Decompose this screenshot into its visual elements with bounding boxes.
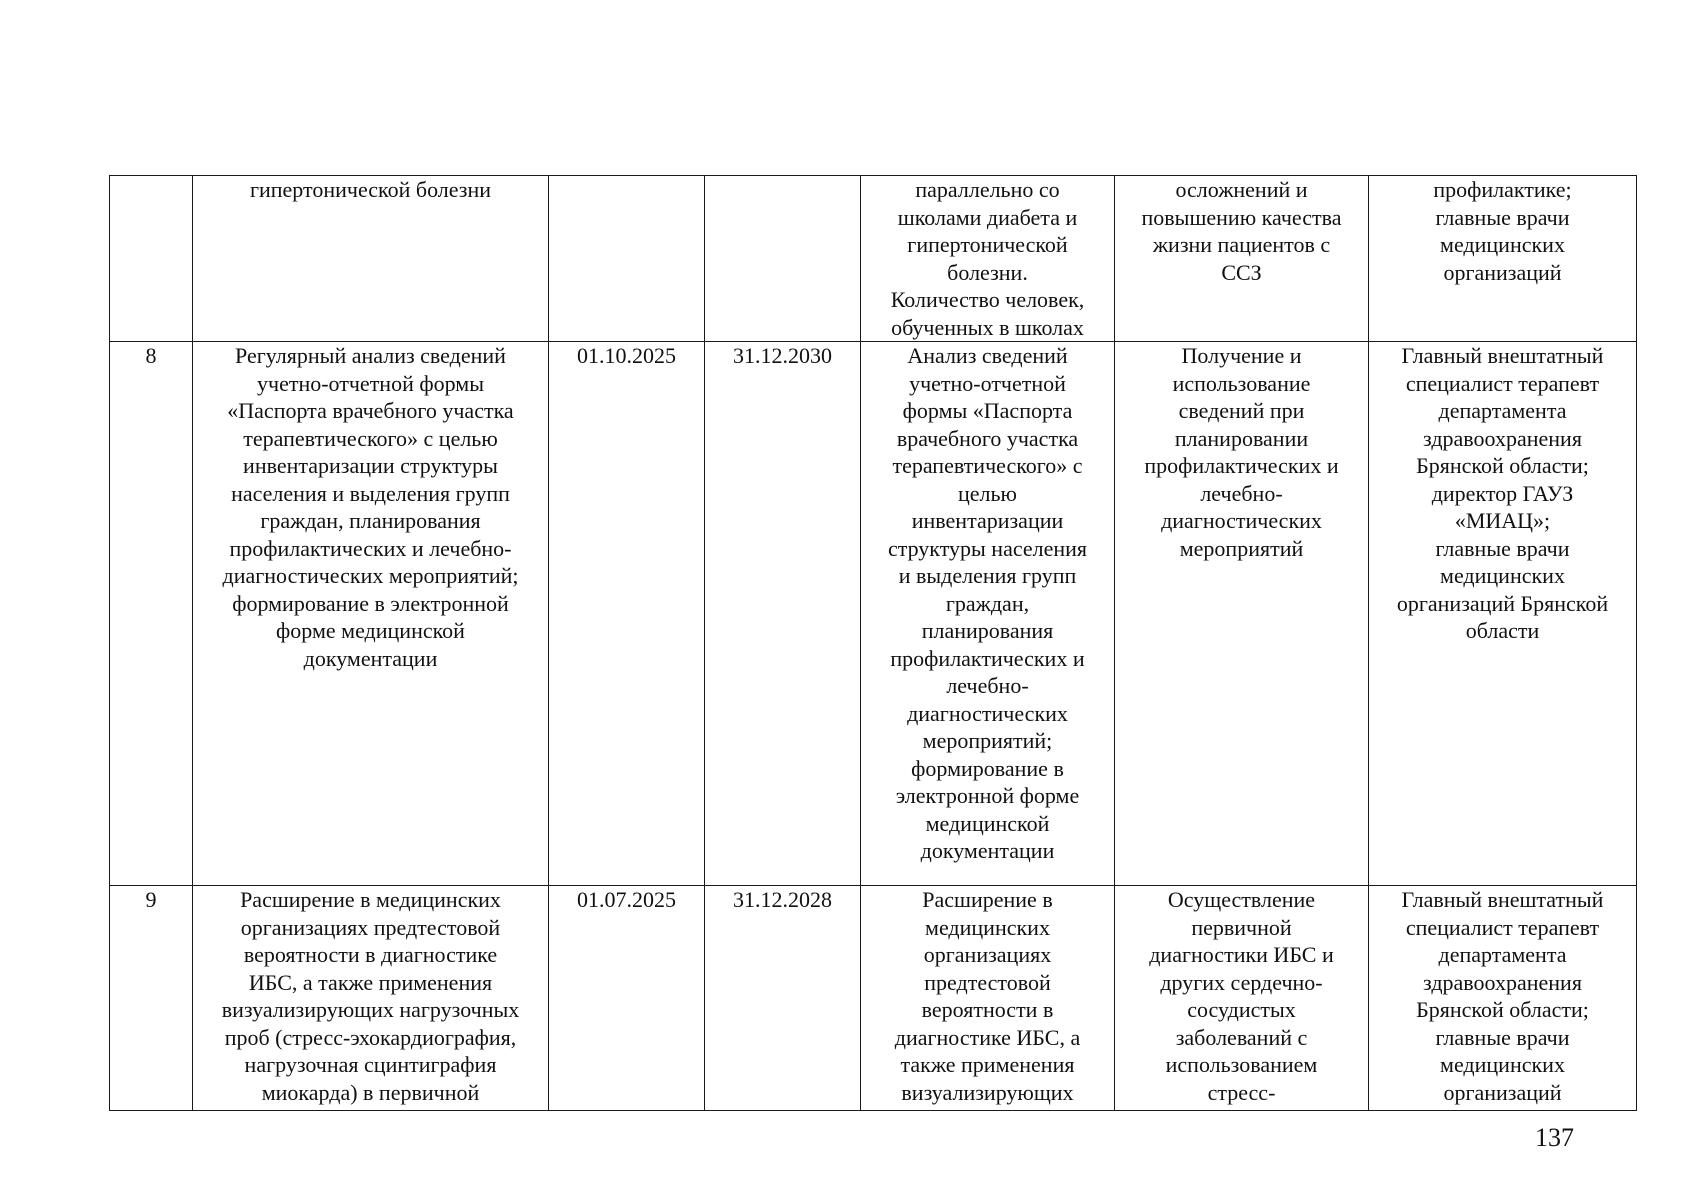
table-row <box>110 886 1637 1111</box>
row-number <box>110 176 193 342</box>
table-row <box>110 176 1637 342</box>
end-date-cell <box>705 176 861 342</box>
measures-table <box>109 175 1637 1111</box>
indicator-cell: Анализ сведений учетно-отчетной формы «Паспорта врачебного участка терапевтического» с целью инвентаризации структуры населения и выделения групп граждан, планирования профилактических и лечебно- диагностических мероприятий; формирование в электронной форме медицинской документации <box>861 342 1115 886</box>
responsible-cell: Главный внештатный специалист терапевт департамента здравоохранения Брянской области; главные врачи медицинских организаций <box>1369 886 1637 1111</box>
activity-cell: Расширение в медицинских организациях предтестовой вероятности в диагностике ИБС, а также применения визуализирующих нагрузочных проб (стресс-эхокардиография, нагрузочная сцинтиграфия миокарда) в первичной <box>193 886 549 1111</box>
responsible-cell: Главный внештатный специалист терапевт департамента здравоохранения Брянской области; директор ГАУЗ «МИАЦ»; главные врачи медицинских организаций Брянской области <box>1369 342 1637 886</box>
end-date-cell: 31.12.2028 <box>705 886 861 1111</box>
end-date-cell: 31.12.2030 <box>705 342 861 886</box>
indicator-cell: параллельно со школами диабета и гипертонической болезни. Количество человек, обученных в школах <box>861 176 1115 342</box>
result-cell: Осуществление первичной диагностики ИБС и других сердечно- сосудистых заболеваний с использованием стресс- <box>1115 886 1369 1111</box>
activity-cell: гипертонической болезни <box>193 176 549 342</box>
table-row <box>110 342 1637 886</box>
row-number: 9 <box>110 886 193 1111</box>
result-cell: Получение и использование сведений при планировании профилактических и лечебно- диагностических мероприятий <box>1115 342 1369 886</box>
row-number: 8 <box>110 342 193 886</box>
responsible-cell: профилактике; главные врачи медицинских организаций <box>1369 176 1637 342</box>
start-date-cell: 01.07.2025 <box>549 886 705 1111</box>
page-number: 137 <box>1535 1123 1574 1152</box>
indicator-cell: Расширение в медицинских организациях предтестовой вероятности в диагностике ИБС, а также применения визуализирующих <box>861 886 1115 1111</box>
start-date-cell <box>549 176 705 342</box>
start-date-cell: 01.10.2025 <box>549 342 705 886</box>
activity-cell: Регулярный анализ сведений учетно-отчетной формы «Паспорта врачебного участка терапевтического» с целью инвентаризации структуры населения и выделения групп граждан, планирования профилактических и лечебно- диагностических мероприятий; формирование в электронной форме медицинской документации <box>193 342 549 886</box>
result-cell: осложнений и повышению качества жизни пациентов с ССЗ <box>1115 176 1369 342</box>
